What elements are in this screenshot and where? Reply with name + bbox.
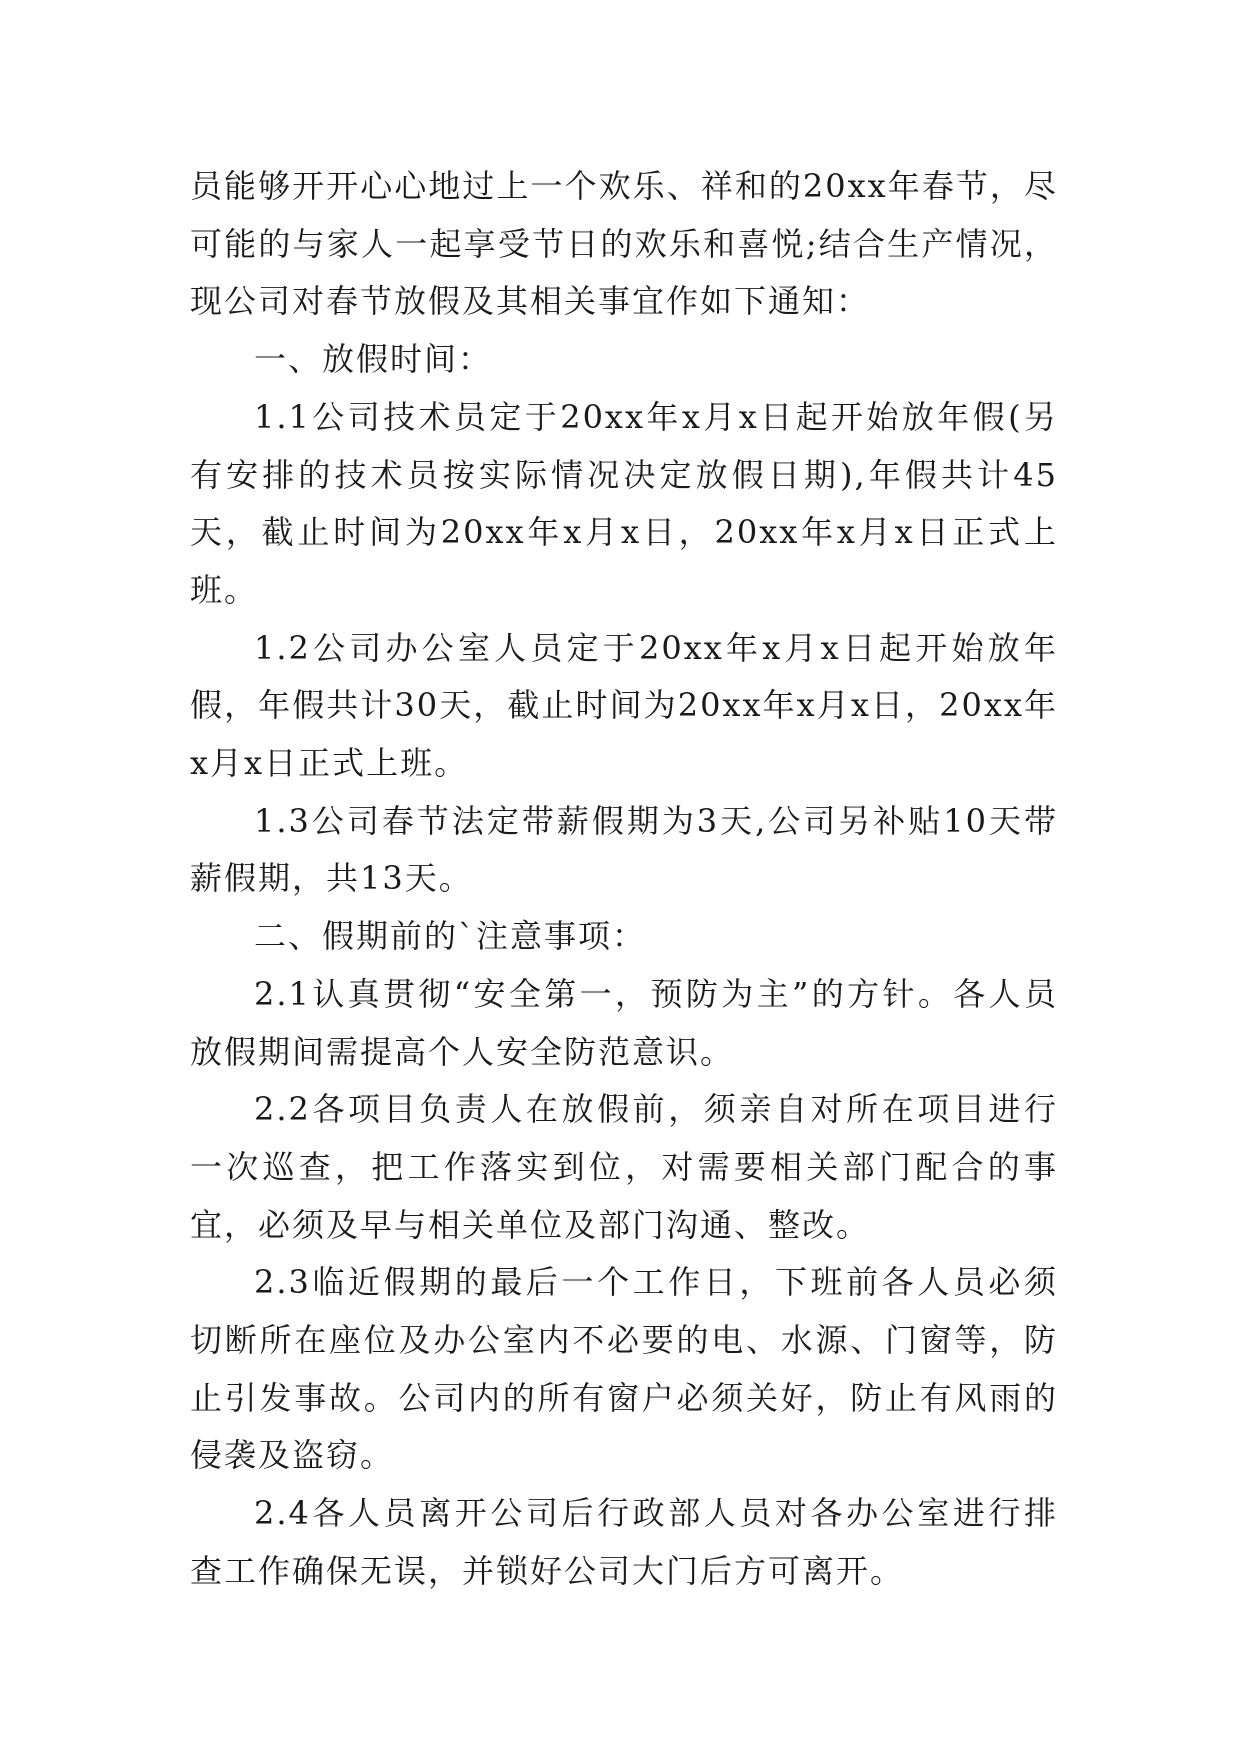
paragraph-1-1: 1.1公司技术员定于20xx年x月x日起开始放年假(另有安排的技术员按实际情况决定放假日期),年假共计45天，截止时间为20xx年x月x日，20xx年x月x日正式上班。 (190, 397, 1058, 609)
paragraph-2-4: 2.4各人员离开公司后行政部人员对各办公室进行排查工作确保无误，并锁好公司大门后方可离开。 (190, 1494, 1058, 1590)
paragraph-intro-continuation: 员能够开开心心地过上一个欢乐、祥和的20xx年春节，尽可能的与家人一起享受节日的欢乐和喜悦;结合生产情况，现公司对春节放假及其相关事宜作如下通知： (190, 167, 1058, 321)
heading-pre-holiday-notes: 二、假期前的`注意事项： (254, 917, 647, 956)
document-body (190, 158, 1058, 1601)
heading-holiday-time: 一、放假时间： (254, 340, 493, 379)
paragraph-2-2: 2.2各项目负责人在放假前，须亲自对所在项目进行一次巡查，把工作落实到位，对需要相关部门配合的事宜，必须及早与相关单位及部门沟通、整改。 (190, 1090, 1058, 1244)
paragraph-2-3: 2.3临近假期的最后一个工作日，下班前各人员必须切断所在座位及办公室内不必要的电、水源、门窗等，防止引发事故。公司内的所有窗户必须关好，防止有风雨的侵袭及盗窃。 (190, 1263, 1058, 1475)
paragraph-1-3: 1.3公司春节法定带薪假期为3天,公司另补贴10天带薪假期，共13天。 (190, 801, 1058, 898)
paragraph-1-2: 1.2公司办公室人员定于20xx年x月x日起开始放年假，年假共计30天，截止时间为20xx年x月x日，20xx年x月x日正式上班。 (190, 628, 1058, 783)
paragraph-2-1: 2.1认真贯彻“安全第一，预防为主”的方针。各人员放假期间需提高个人安全防范意识。 (190, 974, 1058, 1071)
